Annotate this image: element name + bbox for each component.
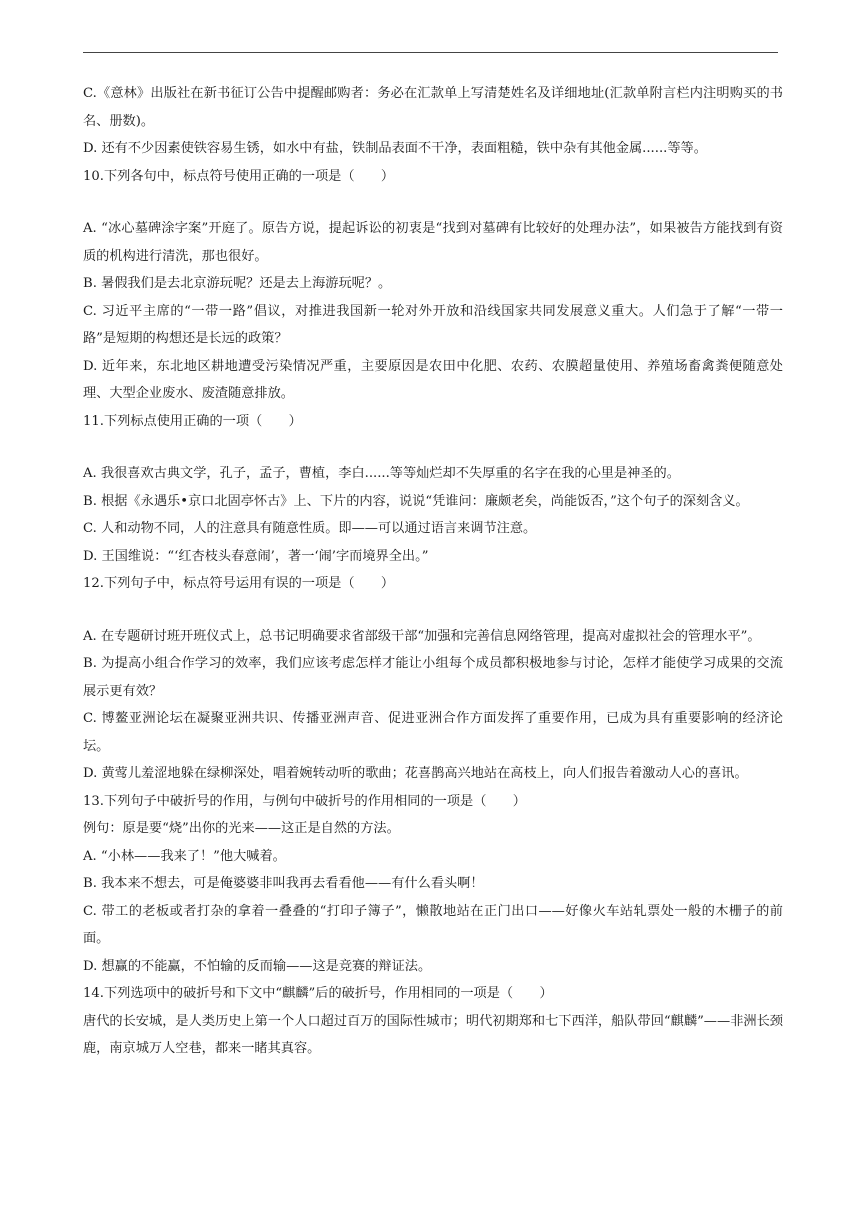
document-body xyxy=(83,80,783,1063)
spacer xyxy=(83,190,783,215)
option-12b: B. 为提高小组合作学习的效率，我们应该考虑怎样才能让小组每个成员都积极地参与讨论，怎样才能使学习成果的交流展示更有效？ xyxy=(83,656,783,699)
example-sentence: 例句：原是要“烧”出你的光来——这正是自然的方法。 xyxy=(83,821,400,836)
question-14-stem: 14.下列选项中的破折号和下文中“麒麟”后的破折号，作用相同的一项是（ ） xyxy=(83,986,553,1001)
option-11d: D. 王国维说：“‘红杏枝头春意闹’，著一‘闹’字而境界全出。” xyxy=(83,548,429,564)
question-11-stem: 11.下列标点使用正确的一项（ ） xyxy=(83,413,302,429)
option-13c: C. 带工的老板或者打杂的拿着一叠叠的“打印子簿子”，懒散地站在正门出口——好像火车站轧票处一般的木栅子的前面。 xyxy=(83,903,783,946)
option-9d: D. 还有不少因素使铁容易生锈，如水中有盐，铁制品表面不干净，表面粗糙，铁中杂有其他金属......等等。 xyxy=(83,141,707,156)
option-11c: C. 人和动物不同，人的注意具有随意性质。即——可以通过语言来调节注意。 xyxy=(83,521,537,536)
option-11a: A. 我很喜欢古典文学，孔子，孟子，曹植，李白......等等灿烂却不失厚重的名字在我的心里是神圣的。 xyxy=(83,466,680,481)
option-12a: A. 在专题研讨班开班仪式上，总书记明确要求省部级干部“加强和完善信息网络管理，提高对虚拟社会的管理水平”。 xyxy=(83,628,761,644)
question-12-stem: 12.下列句子中，标点符号运用有误的一项是（ ） xyxy=(83,576,395,591)
spacer xyxy=(83,435,783,460)
option-13b: B. 我本来不想去，可是俺婆婆非叫我再去看看他——有什么看头啊！ xyxy=(83,876,484,891)
header-rule xyxy=(83,52,778,53)
option-10d: D. 近年来，东北地区耕地遭受污染情况严重，主要原因是农田中化肥、农药、农膜超量使用、养殖场畜禽粪便随意处理、大型企业废水、废渣随意排放。 xyxy=(83,358,783,401)
option-12c: C. 博鳌亚洲论坛在凝聚亚洲共识、传播亚洲声音、促进亚洲合作方面发挥了重要作用，已成为具有重要影响的经济论坛。 xyxy=(83,711,783,754)
option-10a: A. “冰心墓碑涂字案”开庭了。原告方说，提起诉讼的初衷是“找到对墓碑有比较好的处理办法”，如果被告方能找到有资质的机构进行清洗，那也很好。 xyxy=(83,221,783,264)
option-10b: B. 暑假我们是去北京游玩呢？还是去上海游玩呢？。 xyxy=(83,276,392,291)
option-13a: A. “小林——我来了！”他大喊着。 xyxy=(83,848,286,864)
question-14-passage: 唐代的长安城，是人类历史上第一个人口超过百万的国际性城市；明代初期郑和七下西洋，船队带回“麒麟”——非洲长颈鹿，南京城万人空巷，都来一睹其真容。 xyxy=(83,1013,783,1056)
question-10-stem: 10.下列各句中，标点符号使用正确的一项是（ ） xyxy=(83,168,395,184)
option-13d: D. 想赢的不能赢，不怕输的反而输——这是竞赛的辩证法。 xyxy=(83,958,432,974)
option-9c: C.《意林》出版社在新书征订公告中提醒邮购者：务必在汇款单上写清楚姓名及详细地址(汇款单附言栏内注明购买的书名、册数)。 xyxy=(83,86,783,129)
option-12d: D. 黄莺儿羞涩地躲在绿柳深处，唱着婉转动听的歌曲；花喜鹊高兴地站在高枝上，向人们报告着激动人心的喜讯。 xyxy=(83,766,748,781)
spacer xyxy=(83,598,783,623)
question-13-stem: 13.下列句子中破折号的作用，与例句中破折号的作用相同的一项是（ ） xyxy=(83,793,526,809)
option-11b: B. 根据《永遇乐•京口北固亭怀古》上、下片的内容，说说“凭谁问：廉颇老矣，尚能饭否，”这个句子的深刻含义。 xyxy=(83,493,749,509)
option-10c: C. 习近平主席的“一带一路”倡议，对推进我国新一轮对外开放和沿线国家共同发展意义重大。人们急于了解“一带一路”是短期的构想还是长远的政策？ xyxy=(83,303,783,346)
